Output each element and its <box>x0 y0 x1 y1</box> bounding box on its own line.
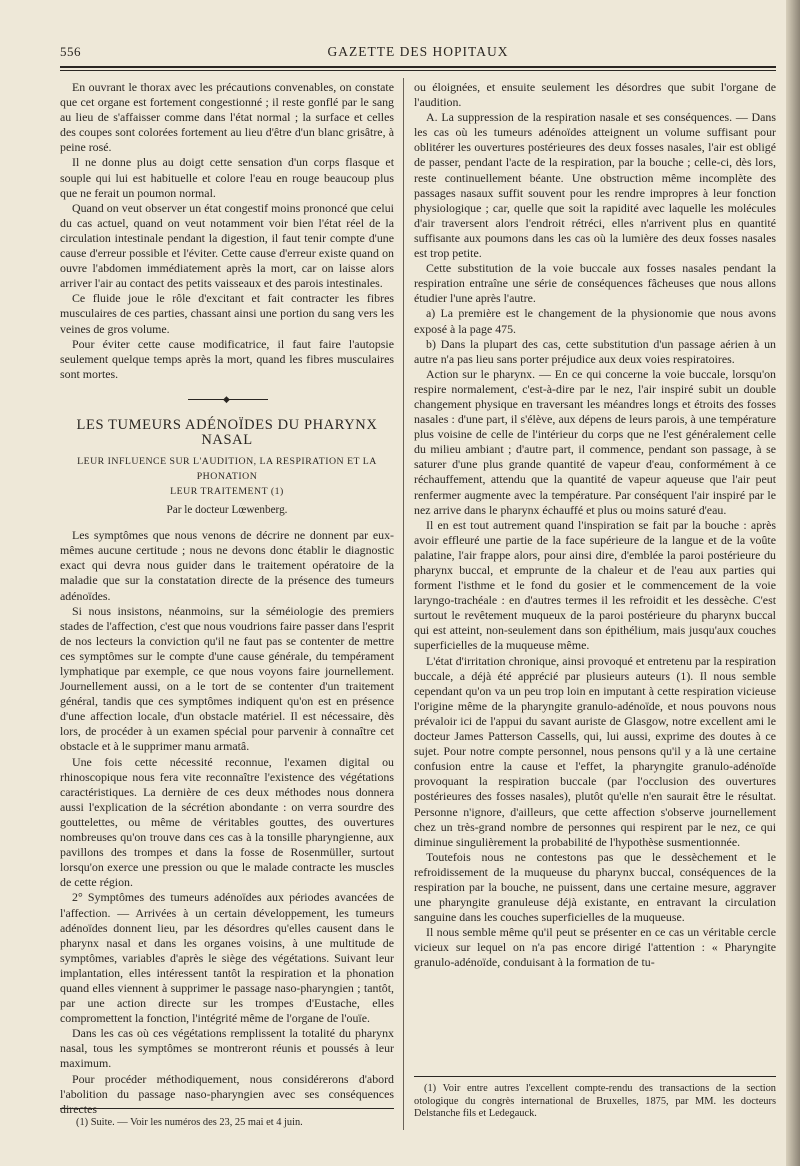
paragraph: ou éloignées, et ensuite seulement les désordres que subit l'organe de l'audition. <box>414 80 776 110</box>
binding-edge <box>786 0 800 1166</box>
paragraph: b) Dans la plupart des cas, cette substitution d'un passage aérien à un autre n'a pas lieu sans porter préjudice aux deux voies respiratoires. <box>414 336 776 366</box>
paragraph: Pour procéder méthodiquement, nous considérerons d'abord l'abolition du passage naso-pharyngien avec ses conséquences directes <box>60 1071 394 1116</box>
section-separator <box>60 382 394 416</box>
paragraph: Les symptômes que nous venons de décrire ne donnent par eux-mêmes aucune certitude ; nous ne devons donc établir le diagnostic exact qui devra nous guider dans le traitement opératoire de la maladie que sur la constatation directe de la présence des tumeurs adénoïdes. <box>60 528 394 603</box>
paragraph: Il en est tout autrement quand l'inspiration se fait par la bouche : après avoir effleuré une partie de la face supérieure de la langue et de la voûte palatine, l'air frappe alors, pour ainsi dire, d'emblée la paroi postérieure du pharynx buccal, et emprunte de la chaleur et de l'eau aux parties qui forment l'isthme et le fond du gosier et le commencement de la voie laryngo-trachéale : en d'autres termes il les refroidit et les dessèche. C'est surtout le revêtement muqueux de la paroi postérieure du pharynx buccal qui est atteint, non-seulement dans son épithélium, mais jusqu'aux couches superficielles de la muqueuse même. <box>414 517 776 653</box>
paragraph: 2° Symptômes des tumeurs adénoïdes aux périodes avancées de l'affection. — Arrivées à un certain développement, les tumeurs adénoïdes donnent lieu, par les désordres qu'elles causent dans le pharynx nasal et dans les organes voisins, à une multitude de symptômes, variables d'après le siège des végétations. Suivant leur implantation, elles intéressent tantôt la respiration et la phonation quand elles viennent à supprimer le passage naso-pharyngien ; tantôt, par une action directe sur les trompes d'Eustache, elles compromettent la fonction, l'intégrité même de l'organe de l'ouïe. <box>60 890 394 1026</box>
page-number: 556 <box>60 44 81 59</box>
footnote-right: (1) Voir entre autres l'excellent compte-rendu des transactions de la section otologique du congrès international de Bruxelles, 1875, par MM. les docteurs Delstanche fils et Ledegauck. <box>414 1083 776 1120</box>
footnote-left: (1) Suite. — Voir les numéros des 23, 25 mai et 4 juin. <box>76 1117 303 1128</box>
paragraph: a) La première est le changement de la physionomie que nous avons exposé à la page 475. <box>414 306 776 336</box>
paragraph: Quand on veut observer un état congestif moins prononcé que celui du cas actuel, quand on veut notamment voir bien l'état réel de la circulation intestinale pendant la digestion, il faut tenir compte d'une cause d'erreur possible et l'éviter. Cette cause d'erreur existe quand on ouvre l'abdomen immédiatement après la mort, car on laisse alors arriver l'air au contact des petits vaisseaux et des parois intestinales. <box>60 200 394 291</box>
left-column <box>60 80 394 1117</box>
subtitle-line: LEUR INFLUENCE SUR L'AUDITION, LA RESPIRATION ET LA PHONATION <box>77 456 377 483</box>
paragraph: Il ne donne plus au doigt cette sensation d'un corps flasque et souple qui lui est habituelle et colore l'eau en rouge beaucoup plus que ne ferait un poumon normal. <box>60 155 394 200</box>
paragraph: Ce fluide joue le rôle d'excitant et fait contracter les fibres musculaires de ces parties, chassant ainsi une portion du sang vers les veines de gros volume. <box>60 291 394 336</box>
footnote-rule <box>60 1108 394 1109</box>
journal-title: GAZETTE DES HOPITAUX <box>327 44 509 59</box>
footnote-rule <box>414 1076 776 1077</box>
article-title: LES TUMEURS ADÉNOÏDES DU PHARYNX NASAL <box>76 416 378 448</box>
subtitle-line: LEUR TRAITEMENT (1) <box>170 486 284 498</box>
right-column <box>414 80 776 971</box>
article-subtitle <box>60 454 394 499</box>
paragraph: Action sur le pharynx. — En ce qui concerne la voie buccale, lorsqu'on respire normalement, c'est-à-dire par le nez, l'air inspiré subit un double changement physique en traversant les méandres longs et étroits des fosses nasales : d'une part, il s'élève, aux dépens de leurs parois, à une température plus voisine de celle de l'intérieur du corps que ne l'est généralement celle du milieu ambiant ; d'autre part, il commence, pendant son passage, à se saturer d'une plus grande quantité de vapeur d'eau, conformément à ce réchauffement, attendu que la quantité de vapeur aqueuse que l'air peut renfermer augmente avec la température. Par conséquent l'air inspiré par le nez arrive dans le pharynx échauffé et plus ou moins saturé d'eau. <box>414 366 776 517</box>
paragraph: Une fois cette nécessité reconnue, l'examen digital ou rhinoscopique nous fera vite reconnaître l'existence des végétations caractéristiques. La dernière de ces deux méthodes nous donnera aussi l'explication de la sécrétion abondante : on verra sourdre des gouttelettes, ou même de véritables gouttes, des ouvertures nombreuses qu'on trouve dans ces cas à la tonsille pharyngienne, aux pavillons des trompes et dans la fosse de Rosenmüller, surtout lorsqu'on exerce une pression ou que le malade contracte les muscles de cette région. <box>60 754 394 890</box>
paragraph: Cette substitution de la voie buccale aux fosses nasales pendant la respiration entraîne une série de conséquences fâcheuses que nous allons étudier l'une après l'autre. <box>414 261 776 306</box>
paragraph: Dans les cas où ces végétations remplissent la totalité du pharynx nasal, tous les symptômes se montreront réunis et poussés à leur maximum. <box>60 1026 394 1071</box>
paragraph: Pour éviter cette cause modificatrice, il faut faire l'autopsie seulement quelque temps après la mort, quand les fibres musculaires sont mortes. <box>60 336 394 381</box>
page-header <box>60 44 776 66</box>
paragraph: A. La suppression de la respiration nasale et ses conséquences. — Dans les cas où les tumeurs adénoïdes atteignent un volume suffisant pour oblitérer les ouvertures postérieures des deux fosses nasales, l'air est obligé de passer, pendant l'acte de la respiration, par la bouche ; celle-ci, dès lors, reste continuellement béante. Une obstruction même incomplète des passages nasaux suffit souvent pour les rendre impropres à leur fonction physiologique ; car, quelle que soit la rapidité avec laquelle les molécules d'air traversent alors l'endroit rétréci, elles n'arrivent plus en quantité suffisante aux poumons dans les cas où la lumière des deux fosses nasales est trop petite. <box>414 110 776 261</box>
paragraph: Si nous insistons, néanmoins, sur la séméiologie des premiers stades de l'affection, c'est que nous voudrions faire passer dans l'esprit de nos lecteurs la conviction qu'il ne faut pas se contenter de mettre ces symptômes sur le compte d'une cause générale, du tempérament lymphatique par exemple, ce que nous voyons faire journellement. Journellement aussi, on a le tort de se contenter d'un traitement général, tandis que ces symptômes indiquent qu'on est en présence d'une affection locale, d'un obstacle matériel. Il est nécessaire, dès lors, de procéder à un examen spécial pour parvenir à connaître cet obstacle et à le supprimer manu armatâ. <box>60 603 394 754</box>
paragraph: En ouvrant le thorax avec les précautions convenables, on constate que cet organe est fortement congestionné ; il reste gonflé par le sang au lieu de s'affaisser comme dans l'état normal ; la surface et celles des coupes sont colorées fortement au lieu d'être d'un blanc grisâtre, à peine rosé. <box>60 80 394 155</box>
header-rule-thick <box>60 66 776 68</box>
column-divider <box>403 78 404 1130</box>
article-byline: Par le docteur Lœwenberg. <box>166 504 288 517</box>
paragraph: Toutefois nous ne contestons pas que le dessèchement et le refroidissement de la muqueuse du pharynx buccal, conséquences de la respiration par la bouche, ne puissent, dans une certaine mesure, aggraver une pharyngite granuleuse déjà existante, en entravant la circulation sanguine dans les couches superficielles de la muqueuse. <box>414 849 776 925</box>
paragraph: L'état d'irritation chronique, ainsi provoqué et entretenu par la respiration buccale, a déjà été apprécié par plusieurs auteurs (1). Il nous semble cependant qu'on va un peu trop loin en imputant à cette respiration vicieuse l'origine même de la pharyngite granulo-adénoïde, et nous pouvons nous prévaloir ici de l'appui du savant auriste de Glasgow, notre excellent ami le docteur James Patterson Cassells, qui, lui aussi, exprime des doutes à ce sujet. Pour notre compte personnel, nous pensons qu'il y a là une certaine confusion entre la cause et l'effet, la pharyngite granulo-adénoïde provoquant la respiration buccale (par l'occlusion des ouvertures postérieures des fosses nasales), plutôt qu'elle n'en saurait être le résultat. Personne n'ignore, d'ailleurs, que cette affection s'observe journellement chez un très-grand nombre de personnes qui respirent par le nez, ce qui diminue singulièrement la probabilité de l'hypothèse susmentionnée. <box>414 653 776 849</box>
diamond-ornament-icon: ◆ <box>223 393 230 404</box>
paragraph: Il nous semble même qu'il peut se présenter en ce cas un véritable cercle vicieux sur lequel on n'a pas encore dirigé l'attention : « Pharyngite granulo-adénoïde, conduisant à la formation de tu- <box>414 925 776 970</box>
header-rule-thin <box>60 70 776 71</box>
